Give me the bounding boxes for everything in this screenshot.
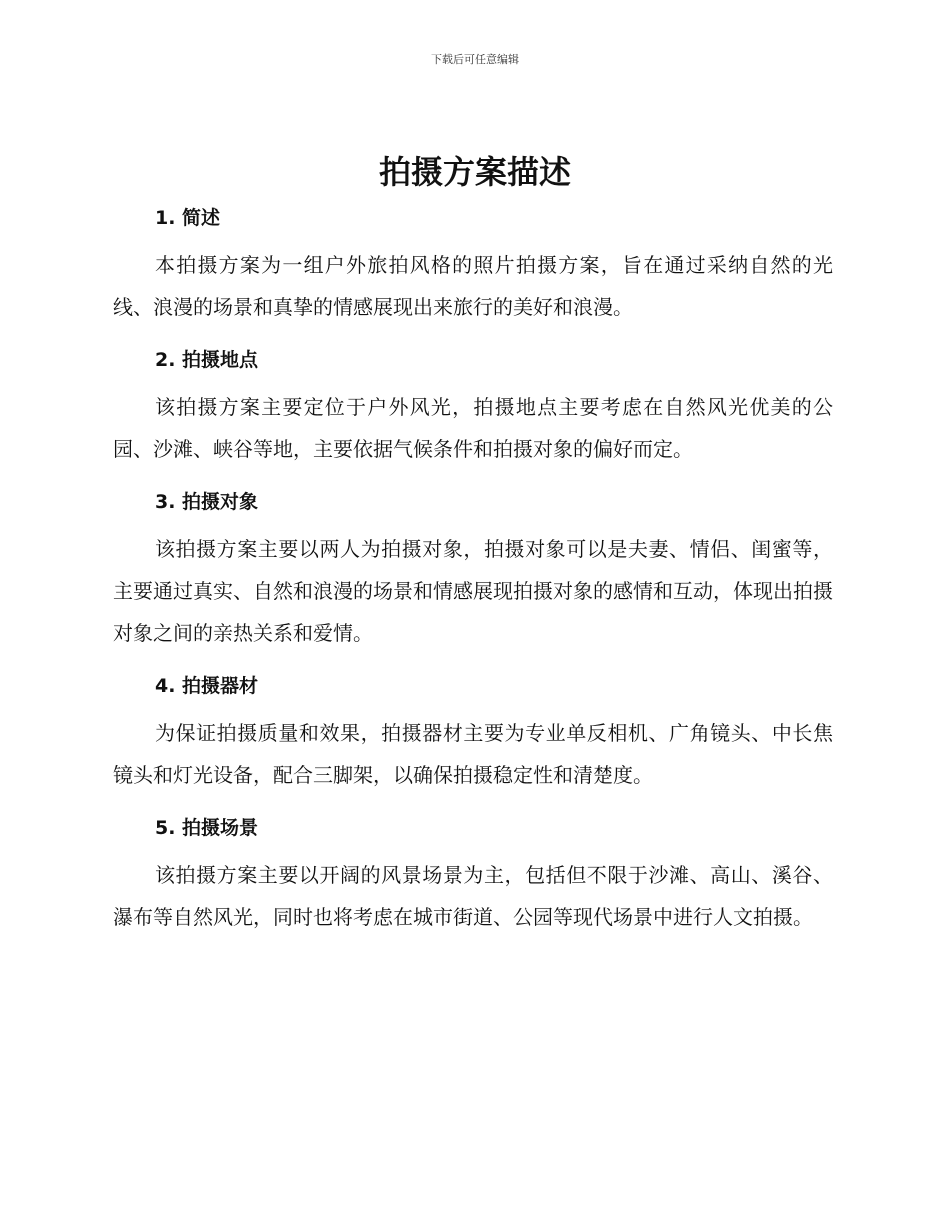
section-subjects (113, 486, 833, 654)
section-overview (113, 202, 833, 328)
page-header: 下载后可任意编辑 (431, 53, 519, 66)
document-title: 拍摄方案描述 (378, 153, 571, 191)
section-location (113, 344, 833, 470)
section-heading: 1. 简述 (155, 207, 221, 229)
section-scenes (113, 812, 833, 938)
section-heading: 5. 拍摄场景 (155, 817, 259, 839)
section-paragraph: 该拍摄方案主要定位于户外风光，拍摄地点主要考虑在自然风光优美的公园、沙滩、峡谷等地，主要依据气候条件和拍摄对象的偏好而定。 (113, 395, 833, 461)
section-paragraph: 该拍摄方案主要以开阔的风景场景为主，包括但不限于沙滩、高山、溪谷、瀑布等自然风光，同时也将考虑在城市街道、公园等现代场景中进行人文拍摄。 (113, 863, 833, 929)
section-paragraph: 为保证拍摄质量和效果，拍摄器材主要为专业单反相机、广角镜头、中长焦镜头和灯光设备，配合三脚架，以确保拍摄稳定性和清楚度。 (113, 721, 833, 787)
section-paragraph: 本拍摄方案为一组户外旅拍风格的照片拍摄方案，旨在通过采纳自然的光线、浪漫的场景和真挚的情感展现出来旅行的美好和浪漫。 (113, 253, 833, 319)
section-heading: 2. 拍摄地点 (155, 349, 259, 371)
section-heading: 4. 拍摄器材 (155, 675, 259, 697)
document-body (113, 202, 833, 954)
section-paragraph: 该拍摄方案主要以两人为拍摄对象，拍摄对象可以是夫妻、情侣、闺蜜等，主要通过真实、自然和浪漫的场景和情感展现拍摄对象的感情和互动，体现出拍摄对象之间的亲热关系和爱情。 (113, 537, 833, 645)
section-heading: 3. 拍摄对象 (155, 491, 259, 513)
section-equipment (113, 670, 833, 796)
